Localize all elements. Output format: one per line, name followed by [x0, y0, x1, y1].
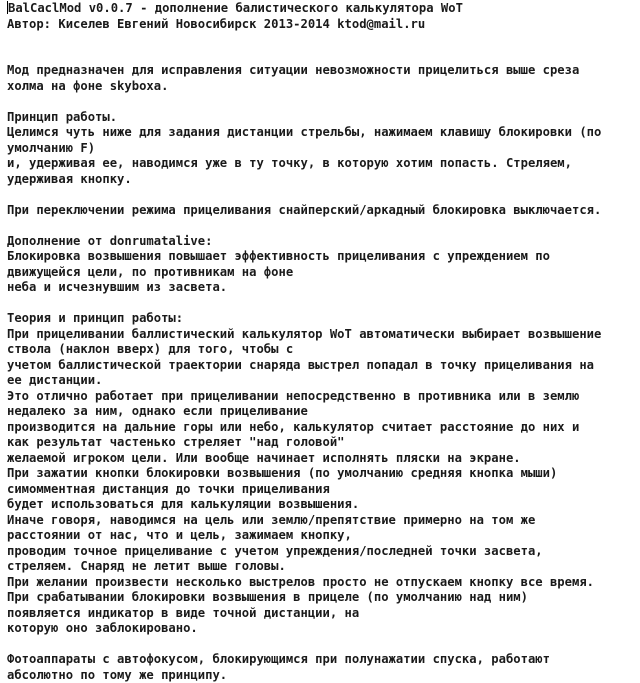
doc-line-40: появляется индикатор в виде точной дистанции, на — [7, 606, 635, 622]
text-document[interactable] — [7, 1, 635, 683]
doc-line-20 — [7, 296, 635, 312]
doc-line-34: Иначе говоря, наводимся на цель или землю/препятствие примерно на том же — [7, 513, 635, 529]
doc-line-8: Принцип работы. — [7, 110, 635, 126]
doc-line-37: стреляем. Снаряд не летит выше головы. — [7, 559, 635, 575]
doc-line-6: холма на фоне skyboxa. — [7, 79, 635, 95]
doc-line-12: удерживая кнопку. — [7, 172, 635, 188]
doc-line-43: Фотоаппараты с автофокусом, блокирующимся при полунажатии спуска, работают — [7, 652, 635, 668]
doc-line-3 — [7, 32, 635, 48]
doc-line-42 — [7, 637, 635, 653]
doc-line-38: При желании произвести несколько выстрелов просто не отпускаем кнопку все время. — [7, 575, 635, 591]
doc-line-17: Блокировка возвышения повышает эффективность прицеливания с упреждением по — [7, 249, 635, 265]
doc-line-24: учетом баллистической траектории снаряда выстрел попадал в точку прицеливания на — [7, 358, 635, 374]
doc-line-21: Теория и принцип работы: — [7, 311, 635, 327]
doc-line-13 — [7, 187, 635, 203]
doc-line-30: желаемой игроком цели. Или вообще начинает исполнять пляски на экране. — [7, 451, 635, 467]
doc-line-44: абсолютно по тому же принципу. — [7, 668, 635, 683]
doc-line-31: При зажатии кнопки блокировки возвышения (по умолчанию средняя кнопка мыши) — [7, 466, 635, 482]
doc-line-15 — [7, 218, 635, 234]
doc-line-35: расстоянии от нас, что и цель, зажимаем кнопку, — [7, 528, 635, 544]
doc-line-23: ствола (наклон вверх) для того, чтобы с — [7, 342, 635, 358]
doc-line-18: движущейся цели, по противникам на фоне — [7, 265, 635, 281]
doc-line-22: При прицеливании баллистический калькулятор WoT автоматически выбирает возвышение — [7, 327, 635, 343]
doc-line-1 — [7, 1, 635, 17]
doc-line-1-text: BalCaclMod v0.0.7 - дополнение балистического калькулятора WoT — [8, 1, 463, 15]
doc-line-14: При переключении режима прицеливания снайперский/аркадный блокировка выключается. — [7, 203, 635, 219]
doc-line-16: Дополнение от donrumatalive: — [7, 234, 635, 250]
doc-line-41: которую оно заблокировано. — [7, 621, 635, 637]
doc-line-9: Целимся чуть ниже для задания дистанции стрельбы, нажимаем клавишу блокировки (по — [7, 125, 635, 141]
doc-line-5: Мод предназначен для исправления ситуации невозможности прицелиться выше среза — [7, 63, 635, 79]
doc-line-28: производится на дальние горы или небо, калькулятор считает расстояние до них и — [7, 420, 635, 436]
doc-line-11: и, удерживая ее, наводимся уже в ту точку, в которую хотим попасть. Стреляем, — [7, 156, 635, 172]
doc-line-26: Это отлично работает при прицеливании непосредственно в противника или в землю — [7, 389, 635, 405]
doc-line-33: будет использоваться для калькуляции возвышения. — [7, 497, 635, 513]
doc-line-29: как результат частенько стреляет "над головой" — [7, 435, 635, 451]
doc-line-36: проводим точное прицеливание с учетом упреждения/последней точки засвета, — [7, 544, 635, 560]
doc-line-2: Автор: Киселев Евгений Новосибирск 2013-2014 ktod@mail.ru — [7, 17, 635, 33]
doc-line-25: ее дистанции. — [7, 373, 635, 389]
doc-line-27: недалеко за ним, однако если прицеливание — [7, 404, 635, 420]
doc-line-19: неба и исчезнувшим из засвета. — [7, 280, 635, 296]
doc-line-7 — [7, 94, 635, 110]
doc-line-32: симомментная дистанция до точки прицеливания — [7, 482, 635, 498]
doc-line-39: При срабатывании блокировки возвышения в прицеле (по умолчанию над ним) — [7, 590, 635, 606]
doc-line-4 — [7, 48, 635, 64]
doc-line-10: умолчанию F) — [7, 141, 635, 157]
